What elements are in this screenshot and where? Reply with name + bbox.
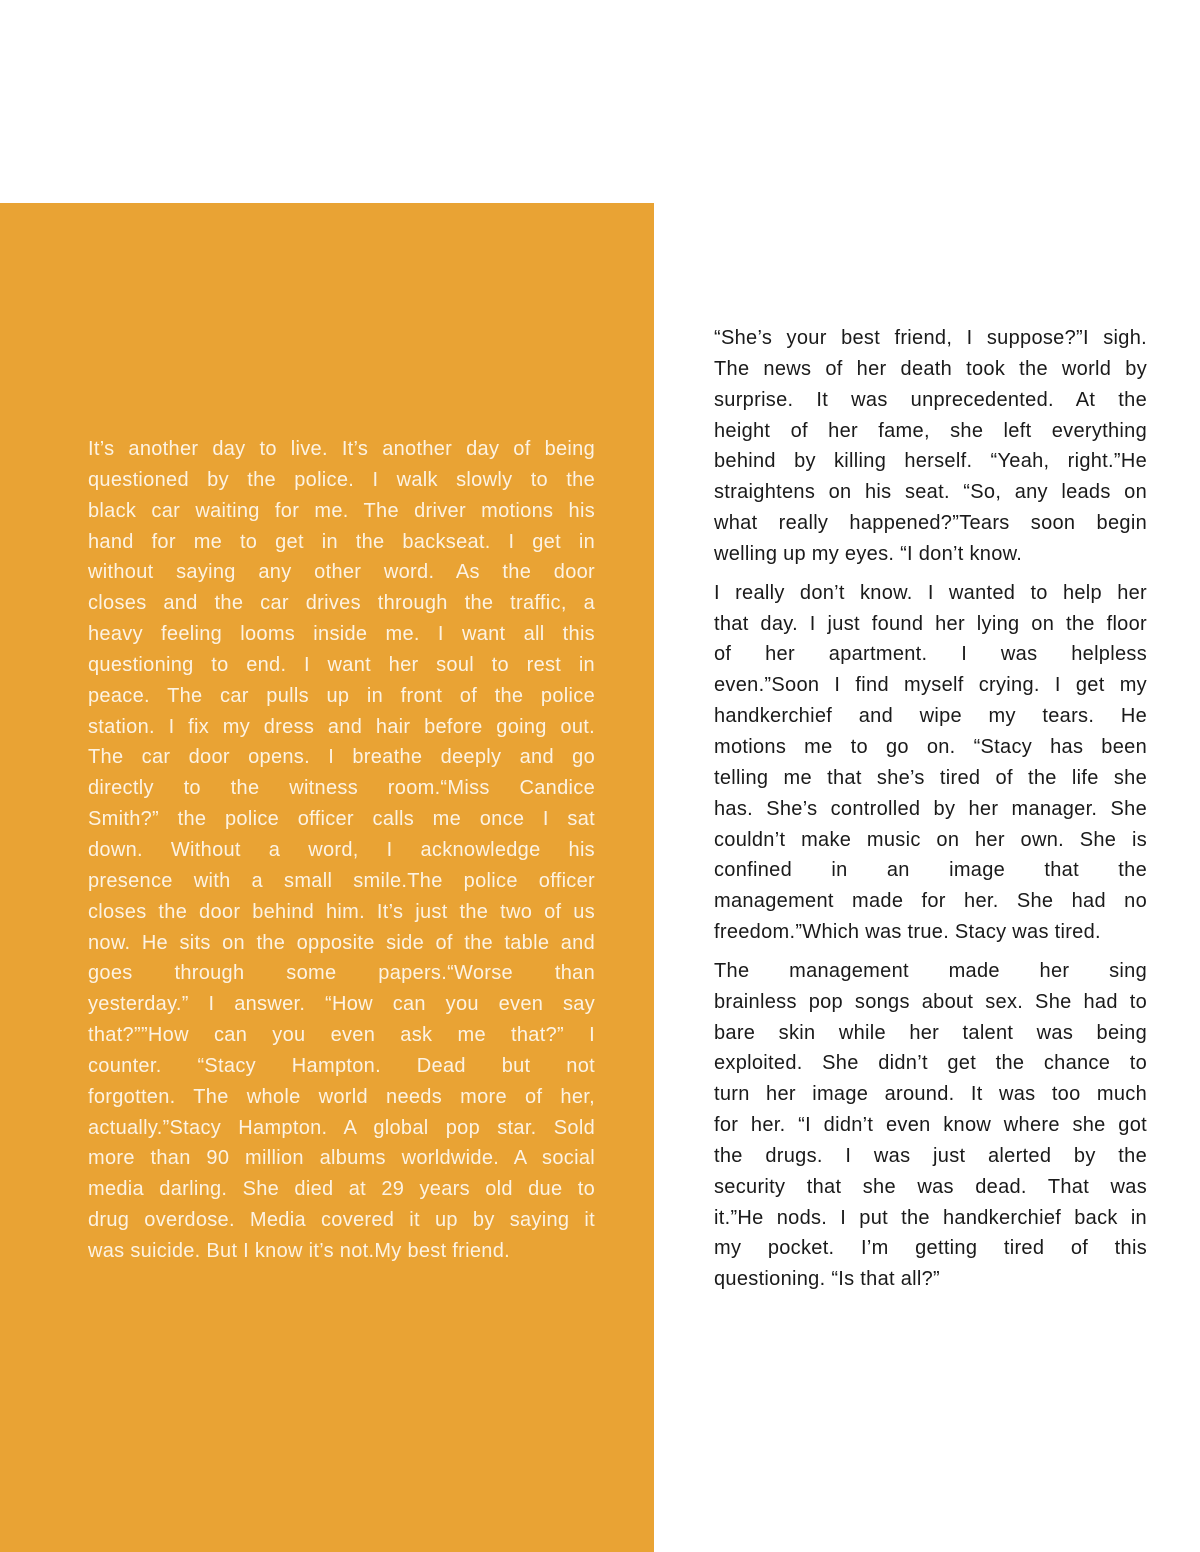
text-line: presence with a small smile.The police officer	[88, 869, 595, 892]
text-line: what really happened?”Tears soon begin	[714, 512, 1147, 535]
text-line: the drugs. I was just alerted by the	[714, 1144, 1147, 1167]
text-line: my pocket. I’m getting tired of this	[714, 1237, 1147, 1260]
text-line: surprise. It was unprecedented. At the	[714, 388, 1147, 411]
text-line: closes the door behind him. It’s just the two of us	[88, 900, 595, 923]
text-line: now. He sits on the opposite side of the table and	[88, 931, 595, 954]
text-line: for her. “I didn’t even know where she got	[714, 1114, 1147, 1137]
text-line: turn her image around. It was too much	[714, 1083, 1147, 1106]
text-line: management made for her. She had no	[714, 890, 1147, 913]
text-line: media darling. She died at 29 years old due to	[88, 1178, 595, 1201]
text-line: of her apartment. I was helpless	[714, 643, 1147, 666]
text-line: Smith?” the police officer calls me once I sat	[88, 808, 595, 831]
text-line: closes and the car drives through the traffic, a	[88, 592, 595, 615]
text-line: heavy feeling looms inside me. I want all this	[88, 623, 595, 646]
text-line: drug overdose. Media covered it up by saying it	[88, 1209, 595, 1232]
text-line: handkerchief and wipe my tears. He	[714, 705, 1147, 728]
text-line: couldn’t make music on her own. She is	[714, 828, 1147, 851]
text-line: telling me that she’s tired of the life she	[714, 766, 1147, 789]
text-line: more than 90 million albums worldwide. A social	[88, 1147, 595, 1170]
paragraph	[714, 323, 1147, 570]
text-line: even.”Soon I find myself crying. I get my	[714, 674, 1147, 697]
text-line: straightens on his seat. “So, any leads on	[714, 481, 1147, 504]
text-line: bare skin while her talent was being	[714, 1021, 1147, 1044]
text-line: brainless pop songs about sex. She had to	[714, 990, 1147, 1013]
text-line: questioning to end. I want her soul to rest in	[88, 653, 595, 676]
text-line: It’s another day to live. It’s another day of being	[88, 438, 595, 460]
text-line: directly to the witness room.“Miss Candice	[88, 777, 595, 800]
text-line: welling up my eyes. “I don’t know.	[714, 542, 1023, 565]
text-line: I really don’t know. I wanted to help her	[714, 581, 1147, 604]
paragraph	[88, 434, 595, 1267]
text-line: black car waiting for me. The driver motions his	[88, 499, 595, 522]
text-line: actually.”Stacy Hampton. A global pop star. Sold	[88, 1116, 595, 1139]
text-line: The management made her sing	[714, 959, 1147, 982]
text-line: peace. The car pulls up in front of the police	[88, 684, 595, 707]
text-line: motions me to go on. “Stacy has been	[714, 735, 1147, 758]
text-line: height of her fame, she left everything	[714, 419, 1147, 442]
text-line: that day. I just found her lying on the floor	[714, 612, 1147, 635]
text-line: goes through some papers.“Worse than	[88, 962, 595, 985]
text-line: has. She’s controlled by her manager. She	[714, 797, 1147, 820]
text-line: yesterday.” I answer. “How can you even say	[88, 993, 595, 1016]
text-line: station. I fix my dress and hair before going out.	[88, 715, 595, 738]
right-text-column	[714, 323, 1147, 1303]
text-line: freedom.”Which was true. Stacy was tired.	[714, 921, 1101, 944]
text-line: behind by killing herself. “Yeah, right.”He	[714, 450, 1147, 473]
text-line: questioned by the police. I walk slowly to the	[88, 468, 595, 491]
text-line: “She’s your best friend, I suppose?”I sigh.	[714, 327, 1147, 349]
text-line: hand for me to get in the backseat. I get in	[88, 530, 595, 553]
text-line: confined in an image that the	[714, 859, 1147, 882]
text-line: The car door opens. I breathe deeply and go	[88, 746, 595, 769]
text-line: forgotten. The whole world needs more of her,	[88, 1085, 595, 1108]
text-line: without saying any other word. As the door	[88, 561, 595, 584]
left-text-column	[88, 434, 595, 1267]
paragraph	[714, 956, 1147, 1295]
text-line: The news of her death took the world by	[714, 357, 1147, 380]
text-line: that?””How can you even ask me that?” I	[88, 1024, 595, 1047]
text-line: questioning. “Is that all?”	[714, 1268, 941, 1291]
text-line: down. Without a word, I acknowledge his	[88, 838, 595, 861]
text-line: counter. “Stacy Hampton. Dead but not	[88, 1054, 595, 1077]
text-line: exploited. She didn’t get the chance to	[714, 1052, 1147, 1075]
paragraph	[714, 578, 1147, 948]
text-line: it.”He nods. I put the handkerchief back in	[714, 1206, 1147, 1229]
text-line: security that she was dead. That was	[714, 1175, 1147, 1198]
text-line: was suicide. But I know it’s not.My best friend.	[88, 1239, 510, 1262]
